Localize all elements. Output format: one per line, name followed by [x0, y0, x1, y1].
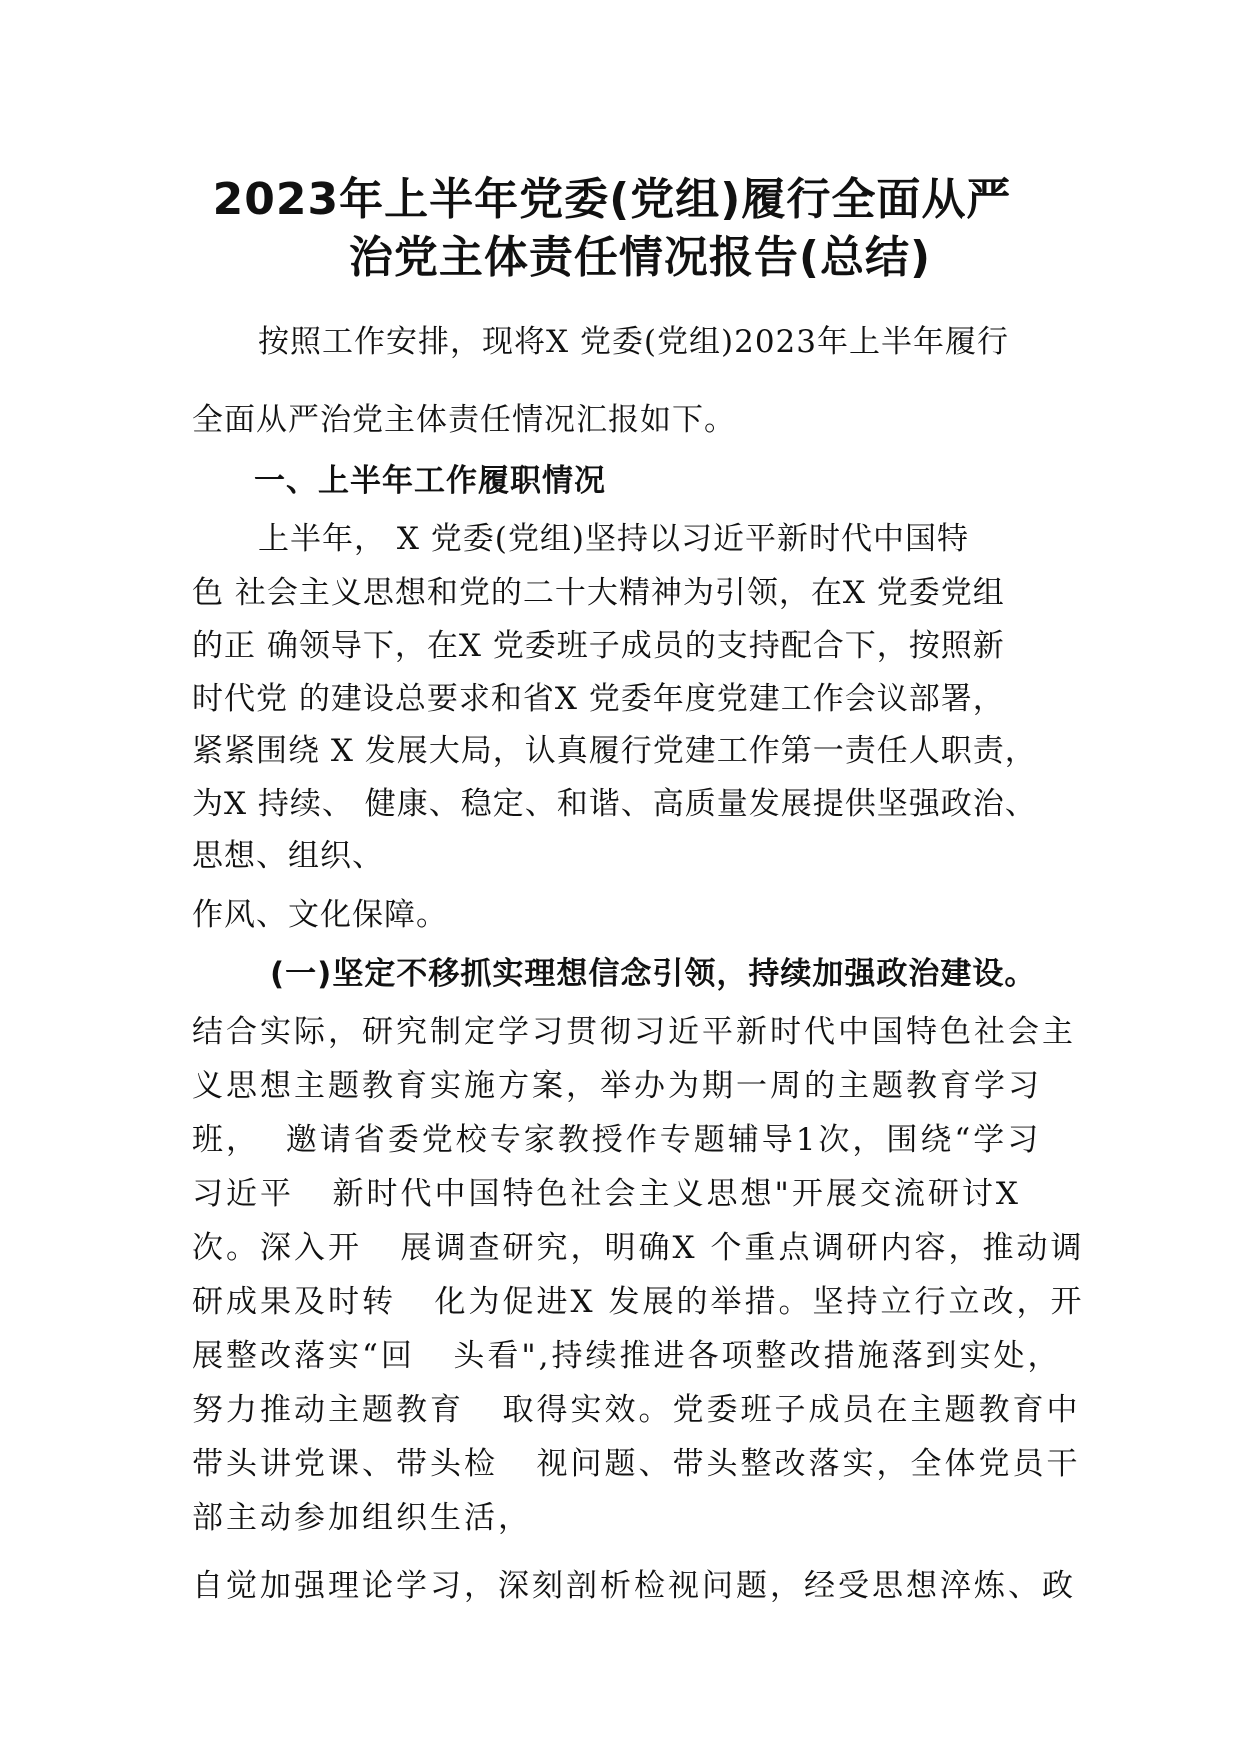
section-1-heading: 一、上半年工作履职情况 [254, 463, 606, 499]
section-1-line-5: 紧紧围绕 X 发展大局，认真履行党建工作第一责任人职责， [192, 733, 1037, 769]
subsection-1-line-6: 研成果及时转 化为促进X 发展的举措。坚持立行立改，开 [192, 1284, 1085, 1320]
intro-line-1: 按照工作安排，现将X 党委(党组)2023年上半年履行 [258, 324, 1010, 360]
section-1-line-3: 的正 确领导下，在X 党委班子成员的支持配合下，按照新 [192, 628, 1005, 664]
subsection-1-line-3: 班， 邀请省委党校专家教授作专题辅导1次，围绕“学习 [192, 1122, 1042, 1158]
section-1-line-1: 上半年， X 党委(党组)坚持以习近平新时代中国特 [258, 521, 969, 557]
subsection-1-heading: (一)坚定不移抓实理想信念引领，持续加强政治建设。 [270, 956, 1037, 992]
subsection-1-line-1: 结合实际，研究制定学习贯彻习近平新时代中国特色社会主 [192, 1014, 1076, 1050]
subsection-1-line-2: 义思想主题教育实施方案，举办为期一周的主题教育学习 [192, 1068, 1042, 1104]
section-1-line-8: 作风、文化保障。 [192, 897, 448, 933]
document-title-line-2: 治党主体责任情况报告(总结) [348, 232, 932, 283]
intro-line-2: 全面从严治党主体责任情况汇报如下。 [192, 402, 736, 438]
subsection-1-line-7: 展整改落实“回 头看",持续推进各项整改措施落到实处， [192, 1338, 1062, 1374]
section-1-line-7: 思想、组织、 [192, 838, 384, 874]
section-1-line-4: 时代党 的建设总要求和省X 党委年度党建工作会议部署， [192, 681, 1005, 717]
subsection-1-line-11: 自觉加强理论学习，深刻剖析检视问题，经受思想淬炼、政 [192, 1568, 1076, 1604]
subsection-1-line-8: 努力推动主题教育 取得实效。党委班子成员在主题教育中 [192, 1392, 1081, 1428]
subsection-1-line-10: 部主动参加组织生活， [192, 1500, 532, 1536]
subsection-1-line-9: 带头讲党课、带头检 视问题、带头整改落实，全体党员干 [192, 1446, 1081, 1482]
section-1-line-2: 色 社会主义思想和党的二十大精神为引领，在X 党委党组 [192, 575, 1005, 611]
document-title-line-1: 2023年上半年党委(党组)履行全面从严 [212, 174, 1012, 225]
subsection-1-line-4: 习近平 新时代中国特色社会主义思想"开展交流研讨X [192, 1176, 1021, 1212]
subsection-1-line-5: 次。深入开 展调查研究，明确X 个重点调研内容，推动调 [192, 1230, 1085, 1266]
section-1-line-6: 为X 持续、 健康、稳定、和谐、高质量发展提供坚强政治、 [192, 786, 1037, 822]
